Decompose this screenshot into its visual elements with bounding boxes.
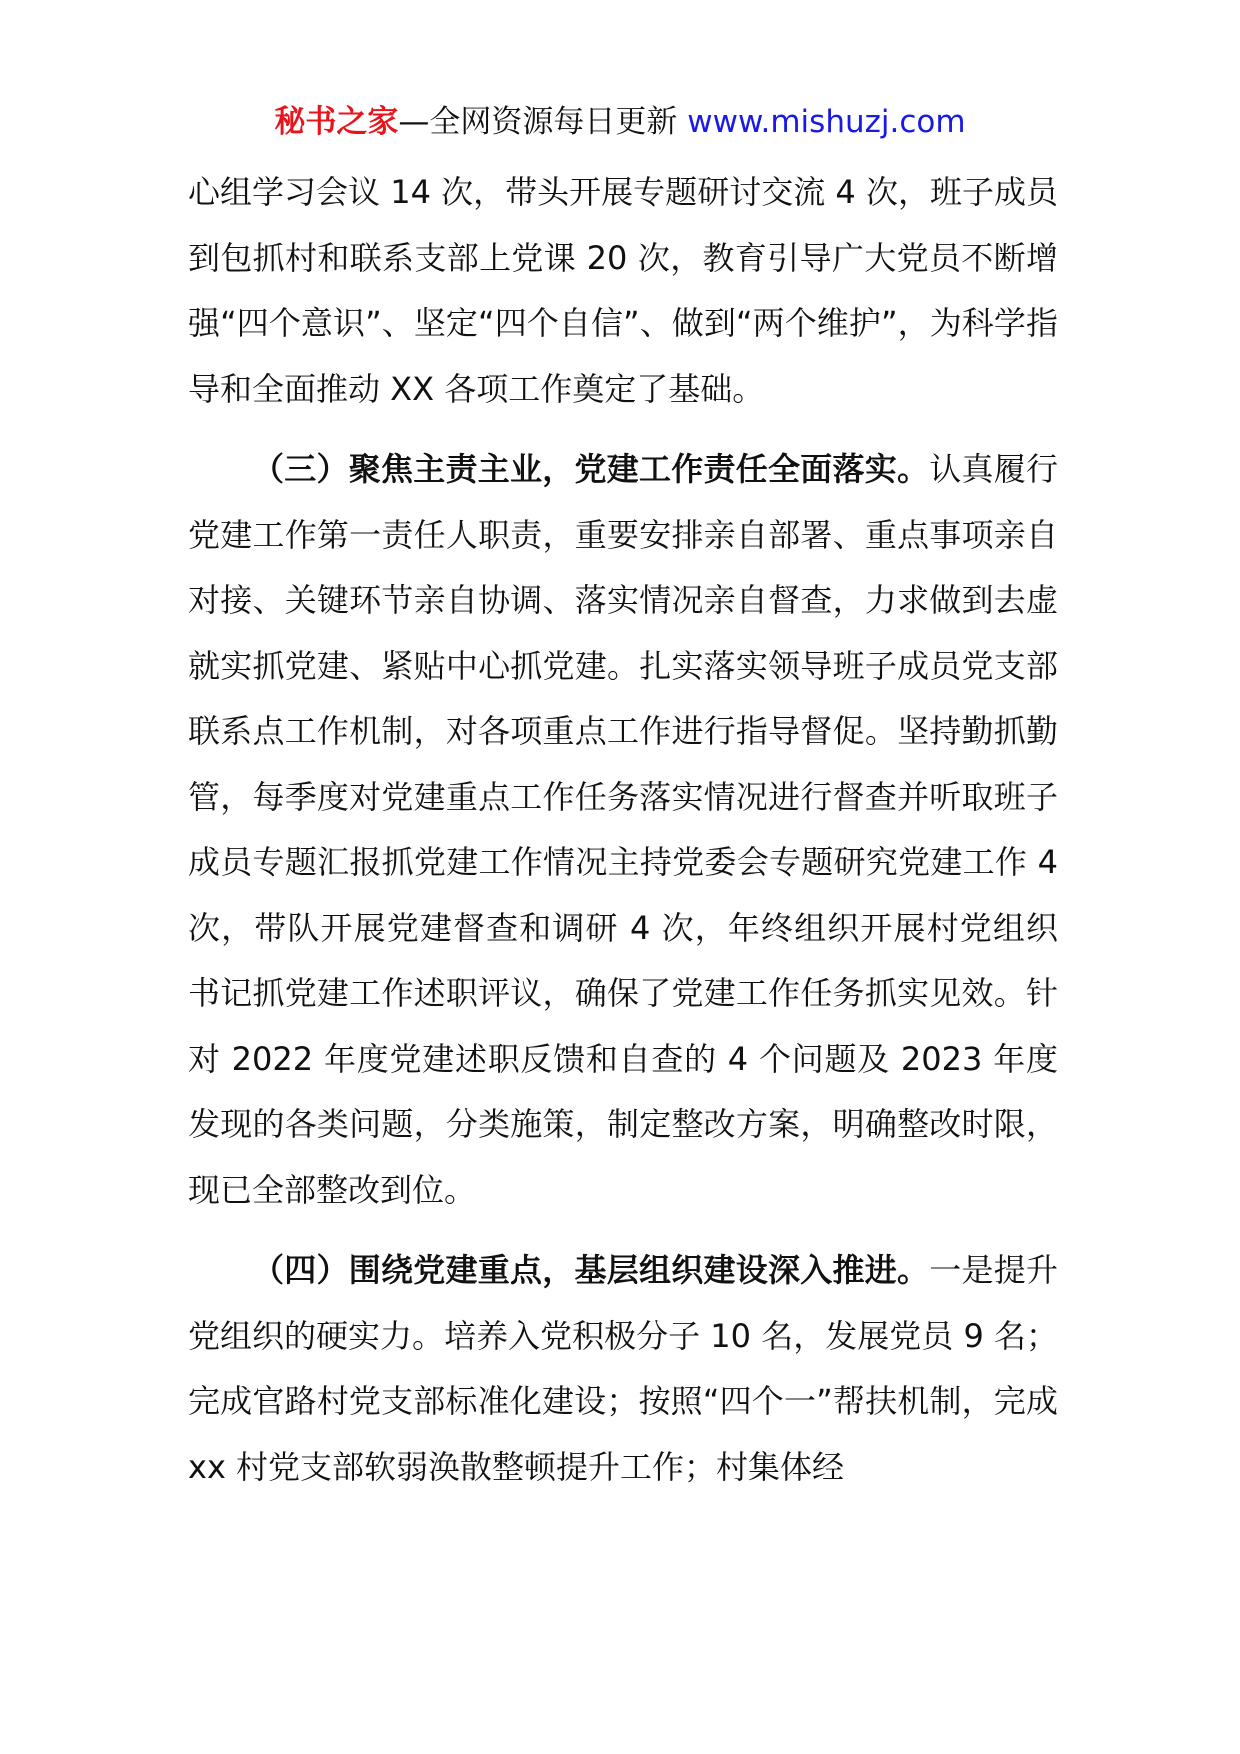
paragraph-gap [188, 1223, 1058, 1238]
paragraph-section-3 [188, 437, 1058, 1223]
paragraph-body: 一是提升党组织的硬实力。培养入党积极分子 10 名，发展党员 9 名；完成官路村党支部标准化建设；按照“四个一”帮扶机制，完成 xx 村党支部软弱涣散整顿提升工作；村集体经 [188, 1251, 1058, 1486]
section-heading: （三）聚焦主责主业，党建工作责任全面落实。 [252, 450, 930, 488]
paragraph-gap [188, 422, 1058, 437]
document-body [188, 160, 1058, 1500]
paragraph-continued [188, 160, 1058, 422]
watermark-brand: 秘书之家 [274, 104, 399, 140]
paragraph-section-4 [188, 1238, 1058, 1500]
paragraph-body: 心组学习会议 14 次，带头开展专题研讨交流 4 次，班子成员到包抓村和联系支部上党课 20 次，教育引导广大党员不断增强“四个意识”、坚定“四个自信”、做到“两个维护”，为科学指导和全面推动 XX 各项工作奠定了基础。 [188, 173, 1058, 408]
section-heading: （四）围绕党建重点，基层组织建设深入推进。 [252, 1251, 930, 1289]
watermark-site-link[interactable]: www.mishuzj.com [687, 104, 966, 140]
paragraph-body: 认真履行党建工作第一责任人职责，重要安排亲自部署、重点事项亲自对接、关键环节亲自协调、落实情况亲自督查，力求做到去虚就实抓党建、紧贴中心抓党建。扎实落实领导班子成员党支部联系点工作机制，对各项重点工作进行指导督促。坚持勤抓勤管，每季度对党建重点工作任务落实情况进行督查并听取班子成员专题汇报抓党建工作情况主持党委会专题研究党建工作 4 次，带队开展党建督查和调研 4 次，年终组织开展村党组织书记抓党建工作述职评议，确保了党建工作任务抓实见效。针对 2022 年度党建述职反馈和自查的 4 个问题及 2023 年度发现的各类问题，分类施策，制定整改方案，明确整改时限，现已全部整改到位。 [188, 450, 1058, 1209]
watermark-slogan: —全网资源每日更新 [398, 104, 688, 140]
watermark-header [0, 100, 1240, 144]
